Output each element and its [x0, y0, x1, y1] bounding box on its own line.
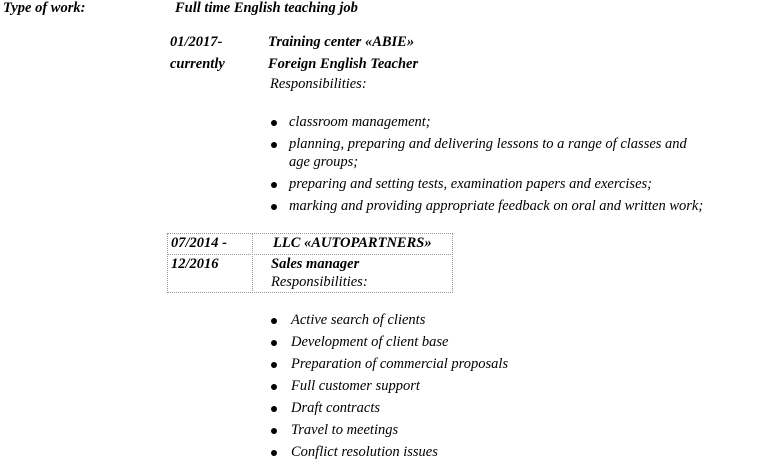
- bullet-icon: [271, 204, 277, 210]
- list-item: Preparation of commercial proposals: [291, 356, 509, 372]
- bullet-icon: [271, 384, 277, 390]
- job1-date-end: currently: [170, 56, 225, 72]
- bullet-icon: [271, 428, 277, 434]
- type-of-work-label: Type of work:: [3, 0, 86, 16]
- list-item: classroom management;: [289, 114, 431, 130]
- list-item: Active search of clients: [291, 312, 426, 328]
- list-item: Full customer support: [291, 378, 420, 394]
- job1-position: Foreign English Teacher: [268, 56, 419, 72]
- list-item: planning, preparing and delivering lessons to a range of classes and: [289, 136, 687, 152]
- list-item: Travel to meetings: [291, 422, 399, 438]
- bullet-icon: [271, 450, 277, 456]
- job2-date-start: 07/2014 -: [171, 235, 227, 251]
- job1-date-start: 01/2017-: [170, 34, 223, 50]
- type-of-work-value: Full time English teaching job: [175, 0, 358, 16]
- list-item: marking and providing appropriate feedback on oral and written work;: [289, 198, 704, 214]
- bullet-icon: [271, 120, 277, 126]
- list-item: Conflict resolution issues: [291, 444, 438, 460]
- list-item: Draft contracts: [291, 400, 381, 416]
- list-item-continuation: age groups;: [289, 154, 359, 170]
- bullet-icon: [271, 340, 277, 346]
- job2-company: LLC «AUTOPARTNERS»: [273, 235, 432, 251]
- bullet-icon: [271, 362, 277, 368]
- bullet-icon: [271, 142, 277, 148]
- job2-date-end: 12/2016: [171, 256, 219, 272]
- table-divider: [167, 254, 453, 255]
- job1-company: Training center «ABIE»: [268, 34, 415, 50]
- job2-responsibilities-label: Responsibilities:: [271, 274, 368, 290]
- bullet-icon: [271, 182, 277, 188]
- bullet-icon: [271, 406, 277, 412]
- job1-responsibilities-label: Responsibilities:: [270, 76, 367, 92]
- job2-position: Sales manager: [271, 256, 360, 272]
- list-item: preparing and setting tests, examination papers and exercises;: [289, 176, 652, 192]
- bullet-icon: [271, 318, 277, 324]
- list-item: Development of client base: [291, 334, 449, 350]
- table-divider: [252, 233, 253, 293]
